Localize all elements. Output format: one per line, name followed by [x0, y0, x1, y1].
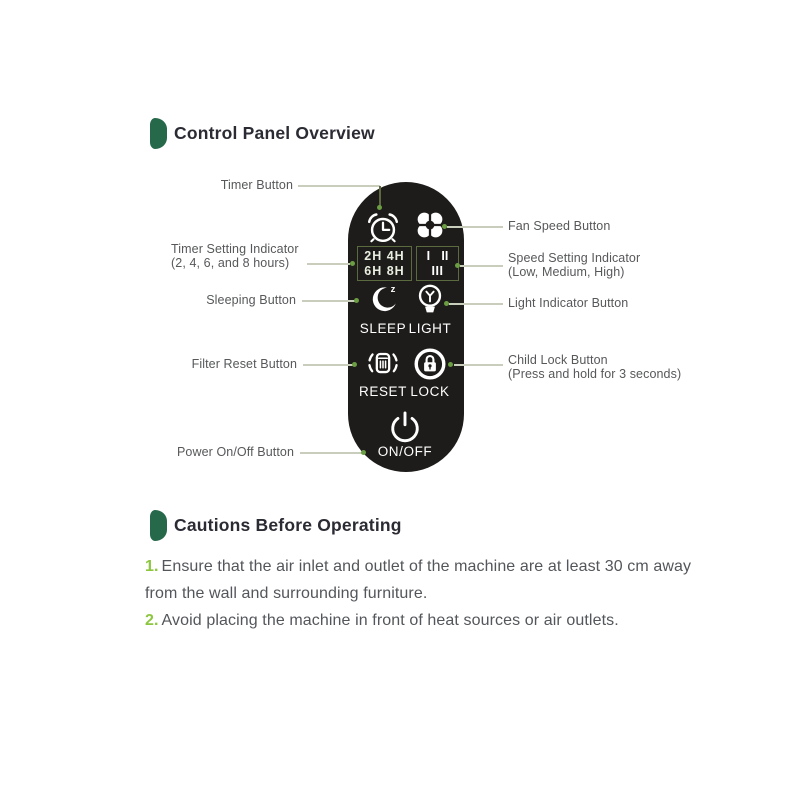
overview-section-title: Control Panel Overview	[174, 123, 375, 143]
light-label: LIGHT	[408, 321, 452, 336]
connector-dot-power	[361, 450, 366, 455]
caution-item	[145, 553, 711, 607]
connector-line-timer	[298, 185, 380, 187]
speed-setting-display	[416, 246, 459, 281]
svg-text:z: z	[390, 283, 396, 295]
caution-number: 2.	[145, 612, 159, 629]
timer-icon	[364, 209, 402, 247]
power-icon	[385, 407, 425, 447]
filter-reset-icon	[364, 345, 402, 383]
connector-line-light	[449, 303, 503, 305]
on-off-label: ON/OFF	[377, 444, 433, 459]
connector-dot-timer	[377, 205, 382, 210]
callout-power-button: Power On/Off Button	[176, 445, 294, 459]
callout-timer-setting-indicator: Timer Setting Indicator (2, 4, 6, and 8 hours)	[171, 242, 299, 270]
callout-sleeping-button: Sleeping Button	[206, 293, 296, 307]
connector-dot-fan-speed	[442, 224, 447, 229]
callout-light-indicator-button: Light Indicator Button	[508, 296, 629, 310]
connector-line-filter-reset	[303, 364, 353, 366]
callout-child-lock-button: Child Lock Button (Press and hold for 3 seconds)	[508, 353, 682, 381]
overview-section-header	[150, 118, 375, 149]
callout-timer-button: Timer Button	[220, 178, 293, 192]
leaf-bullet-icon	[150, 510, 167, 541]
caution-item	[145, 607, 711, 634]
connector-dot-child-lock	[448, 362, 453, 367]
connector-line-sleeping	[302, 300, 355, 302]
speed-level-medium: II	[441, 248, 449, 263]
lock-label: LOCK	[410, 384, 450, 399]
connector-dot-speed-setting	[455, 263, 460, 268]
connector-dot-timer-setting	[350, 261, 355, 266]
caution-text: Ensure that the air inlet and outlet of the machine are at least 30 cm away from the wall and surrounding furniture.	[145, 558, 692, 602]
caution-text: Avoid placing the machine in front of heat sources or air outlets.	[161, 612, 619, 629]
speed-level-high: III	[431, 263, 444, 278]
connector-line-speed-setting	[460, 265, 503, 267]
sleep-moon-icon	[364, 281, 402, 319]
speed-level-low: I	[426, 248, 431, 263]
connector-dot-sleeping	[354, 298, 359, 303]
leaf-bullet-icon	[150, 118, 167, 149]
connector-dot-filter-reset	[352, 362, 357, 367]
cautions-section-header	[150, 510, 402, 541]
cautions-list	[145, 553, 711, 634]
connector-line-child-lock	[454, 364, 503, 366]
connector-line-fan-speed	[447, 226, 503, 228]
cautions-section-title: Cautions Before Operating	[174, 515, 402, 535]
timer-display-row2: 6H 8H	[364, 263, 405, 278]
reset-label: RESET	[358, 384, 407, 399]
callout-fan-speed-button: Fan Speed Button	[508, 219, 611, 233]
timer-display-row1: 2H 4H	[364, 248, 405, 263]
light-bulb-icon	[411, 281, 449, 319]
connector-line-power	[300, 452, 362, 454]
sleep-label: SLEEP	[359, 321, 407, 336]
connector-dot-light	[444, 301, 449, 306]
callout-speed-setting-indicator: Speed Setting Indicator (Low, Medium, High)	[508, 251, 641, 279]
timer-setting-display	[357, 246, 412, 281]
caution-number: 1.	[145, 558, 159, 575]
connector-line-timer-setting	[307, 263, 350, 265]
callout-filter-reset-button: Filter Reset Button	[191, 357, 297, 371]
child-lock-icon	[411, 345, 449, 383]
